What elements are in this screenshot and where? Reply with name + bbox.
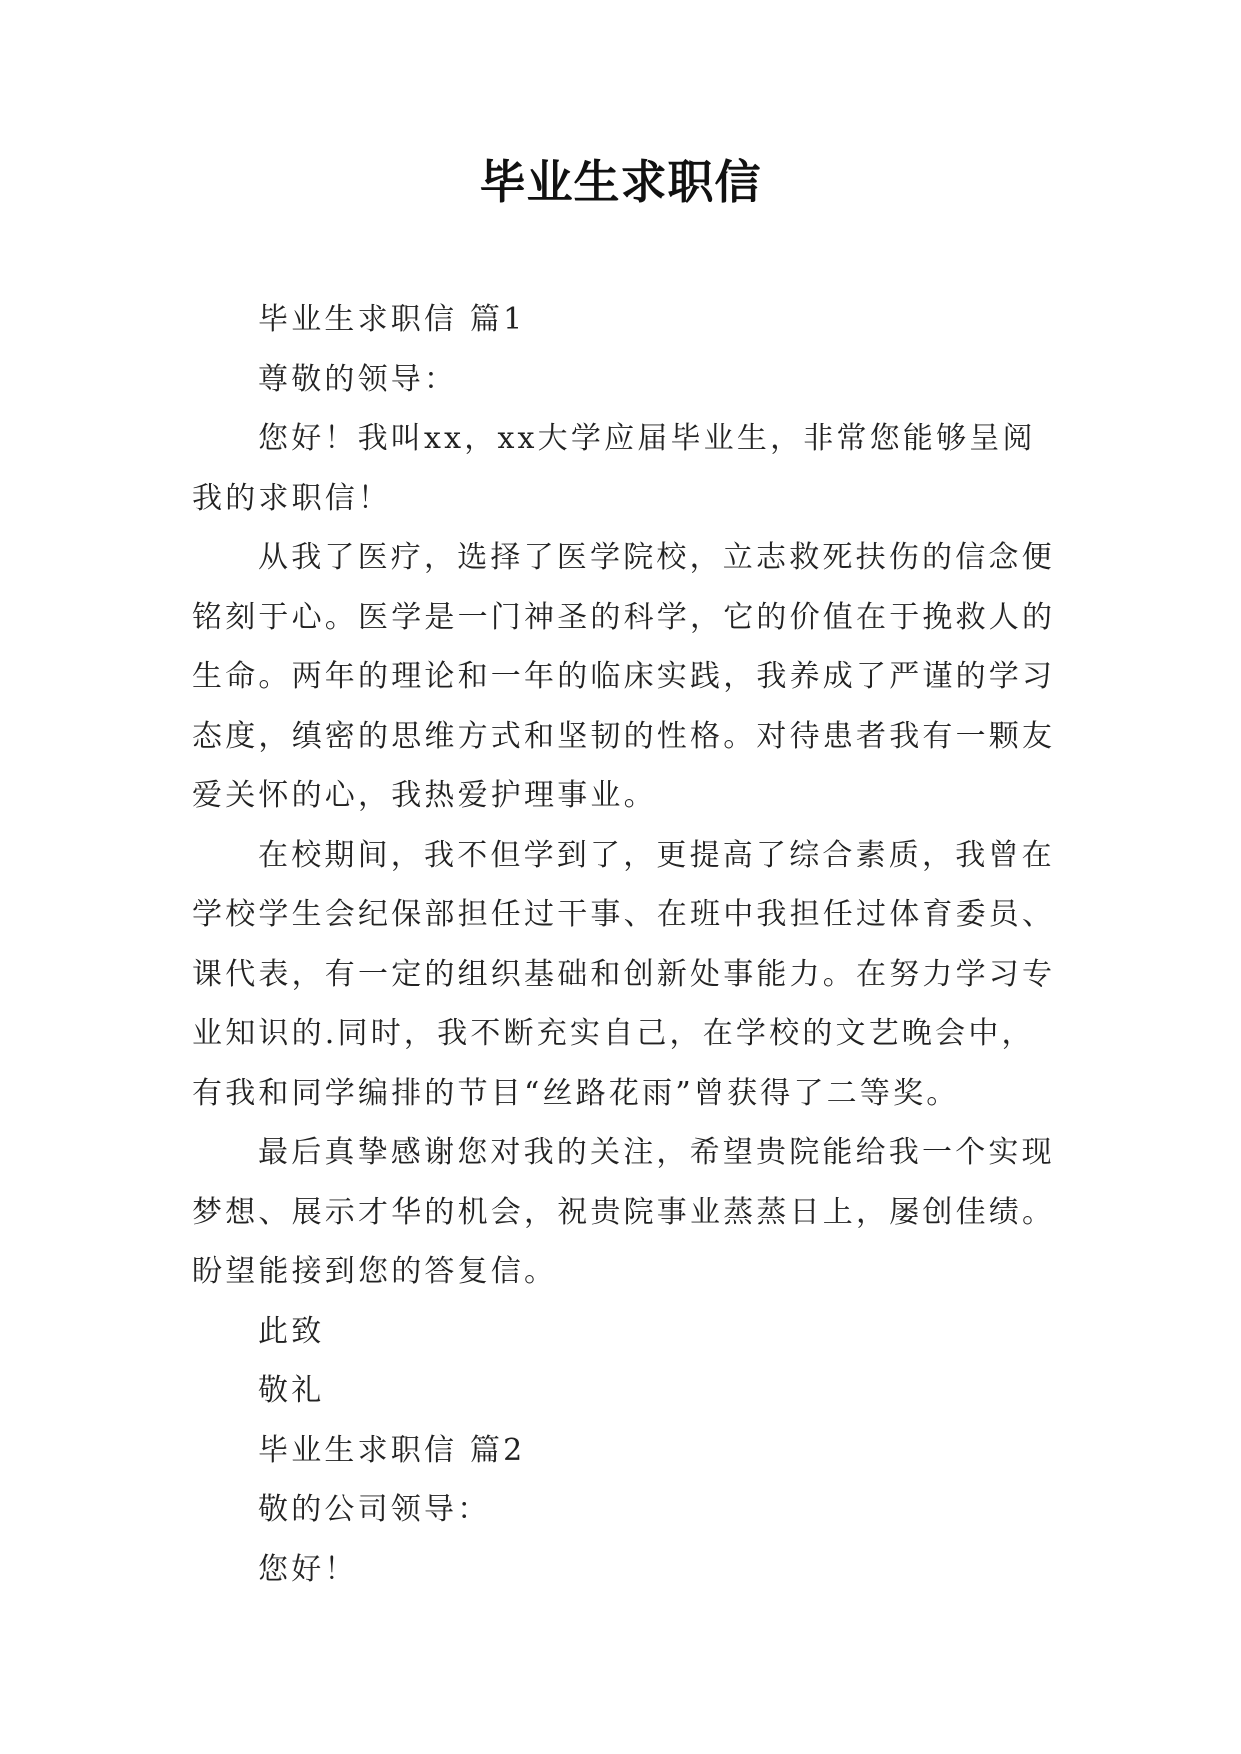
paragraph-line: 最后真挚感谢您对我的关注，希望贵院能给我一个实现: [258, 1135, 1055, 1170]
salutation-line: 敬的公司领导：: [258, 1492, 491, 1527]
document-body: [192, 290, 1072, 1599]
paragraph-line: 铭刻于心。医学是一门神圣的科学，它的价值在于挽救人的: [192, 599, 1056, 635]
paragraph-line: 有我和同学编排的节目“丝路花雨”曾获得了二等奖。: [192, 1075, 960, 1111]
document-title: 毕业生求职信: [479, 155, 762, 209]
paragraph-line: 课代表，有一定的组织基础和创新处事能力。在努力学习专: [192, 956, 1056, 992]
paragraph-line: 梦想、展示才华的机会，祝贵院事业蒸蒸日上，屡创佳绩。: [192, 1194, 1056, 1230]
paragraph-line: 业知识的.同时，我不断充实自己，在学校的文艺晚会中，: [192, 1016, 1035, 1051]
greeting-line: 您好！: [258, 1551, 358, 1587]
paragraph-line: 在校期间，我不但学到了，更提高了综合素质，我曾在: [258, 837, 1055, 873]
paragraph-line: 您好！我叫xx，xx大学应届毕业生，非常您能够呈阅: [258, 421, 1036, 456]
paragraph-line: 毕业生求职信 篇1: [258, 302, 526, 337]
paragraph-line: 生命。两年的理论和一年的临床实践，我养成了严谨的学习: [192, 659, 1056, 694]
paragraph-line: 尊敬的领导：: [258, 361, 458, 397]
closing-line: 敬礼: [258, 1373, 325, 1408]
paragraph-line: 爱关怀的心，我热爱护理事业。: [192, 778, 657, 813]
paragraph-line: 我的求职信！: [192, 480, 392, 516]
closing-line: 此致: [258, 1313, 325, 1349]
paragraph-line: 学校学生会纪保部担任过干事、在班中我担任过体育委员、: [192, 897, 1056, 932]
paragraph-line: 态度，缜密的思维方式和坚韧的性格。对待患者我有一颗友: [192, 718, 1056, 754]
paragraph-line: 从我了医疗，选择了医学院校，立志救死扶伤的信念便: [258, 540, 1055, 575]
section-heading: 毕业生求职信 篇2: [258, 1432, 526, 1468]
paragraph-line: 盼望能接到您的答复信。: [192, 1254, 558, 1289]
